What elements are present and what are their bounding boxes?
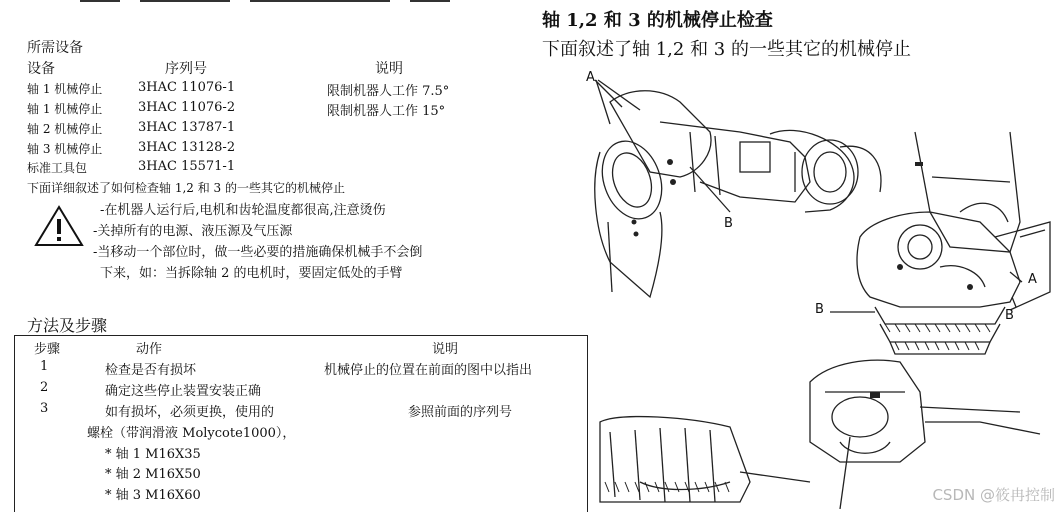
header-action: 动作: [136, 342, 163, 357]
serial-cell: 3HAC 15571-1: [138, 159, 236, 174]
header-device: 设备: [27, 61, 55, 77]
equipment-row: [27, 140, 587, 158]
serial-cell: 3HAC 13128-2: [138, 140, 236, 155]
step-number: 1: [40, 359, 49, 374]
action-cell: 确定这些停止装置安装正确: [105, 384, 262, 399]
desc-cell: 限制机器人工作 7.5°: [327, 84, 450, 99]
procedure-title: 方法及步骤: [27, 316, 108, 335]
warning-line-1: -在机器人运行后,电机和齿轮温度都很高,注意烫伤: [100, 203, 386, 218]
desc-cell: 限制机器人工作 15°: [327, 104, 446, 119]
device-cell: 轴 1 机械停止: [27, 102, 103, 116]
watermark: CSDN @筱冉控制: [932, 486, 1055, 504]
desc-cell: 机械停止的位置在前面的图中以指出: [324, 363, 533, 378]
bolt-spec: * 轴 2 M16X50: [105, 467, 201, 482]
equipment-row: [27, 159, 587, 177]
procedure-row: [14, 380, 586, 398]
serial-cell: 3HAC 13787-1: [138, 120, 236, 135]
robot-mechanical-stop-illustration: [540, 62, 1059, 509]
procedure-header-row: [14, 338, 586, 356]
serial-cell: 3HAC 11076-1: [138, 80, 236, 95]
action-cell: 检查是否有损坏: [105, 363, 197, 378]
step-number: 2: [40, 380, 49, 395]
equipment-header-row: [27, 58, 587, 76]
equipment-row: [27, 120, 587, 138]
header-step: 步骤: [34, 342, 61, 357]
equipment-intro: 下面详细叙述了如何检查轴 1,2 和 3 的一些其它的机械停止: [27, 181, 345, 195]
device-cell: 标准工具包: [27, 161, 88, 175]
callout-label-b: B: [815, 302, 824, 317]
bolt-continuation: 螺栓（带润滑液 Molycote1000），: [87, 426, 296, 441]
header-serial: 序列号: [165, 61, 207, 77]
warning-line-4: 下来，如：当拆除轴 2 的电机时，要固定低处的手臂: [100, 266, 403, 281]
warning-icon: [33, 204, 85, 248]
callout-label-b: B: [1005, 308, 1014, 323]
device-cell: 轴 2 机械停止: [27, 122, 103, 136]
cropped-text-line: [80, 0, 460, 6]
desc-cell: 参照前面的序列号: [408, 405, 513, 420]
header-desc: 说明: [375, 61, 403, 77]
callout-label-a: A: [1028, 272, 1037, 287]
callout-label-b: B: [724, 216, 733, 231]
device-cell: 轴 3 机械停止: [27, 142, 103, 156]
procedure-row: [14, 359, 586, 377]
warning-line-3: -当移动一个部位时，做一些必要的措施确保机械手不会倒: [93, 245, 423, 260]
callout-label-a: A: [586, 70, 595, 85]
action-cell: 如有损坏，必须更换，使用的: [105, 405, 275, 420]
header-desc: 说明: [432, 342, 459, 357]
section-title: 轴 1,2 和 3 的机械停止检查: [542, 10, 773, 31]
device-cell: 轴 1 机械停止: [27, 82, 103, 96]
section-subtitle: 下面叙述了轴 1,2 和 3 的一些其它的机械停止: [542, 39, 911, 60]
equipment-section-title: 所需设备: [27, 40, 83, 56]
equipment-row: [27, 80, 587, 98]
warning-line-2: -关掉所有的电源、液压源及气压源: [93, 224, 293, 239]
right-column: [540, 0, 1059, 509]
bolt-spec: * 轴 1 M16X35: [105, 447, 201, 462]
equipment-row: [27, 100, 587, 118]
bolt-spec: * 轴 3 M16X60: [105, 488, 201, 503]
procedure-row: [14, 401, 586, 419]
serial-cell: 3HAC 11076-2: [138, 100, 236, 115]
step-number: 3: [40, 401, 49, 416]
